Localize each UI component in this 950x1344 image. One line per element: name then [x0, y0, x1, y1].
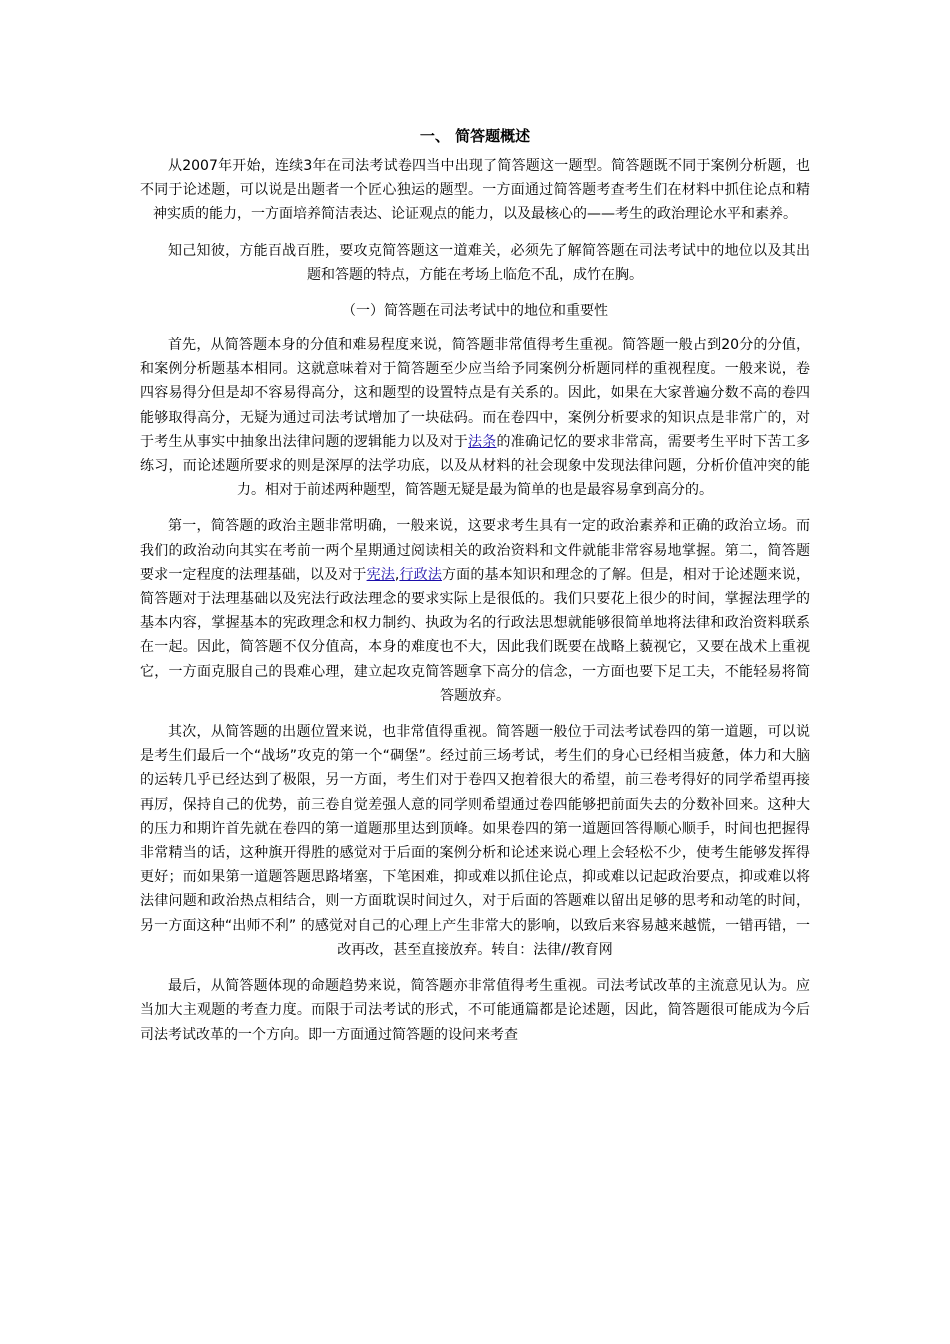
paragraph-text: 的准确记忆的要求非常高，需要考生平时下苦工多练习，而论述题所要求的则是深厚的法学功底，以及从材料的社会现象中发现法律问题，分析价值冲突的能力。相对于前述两种题型，简答题无疑是最为简单的也是最容易拿到高分的。 — [140, 433, 811, 499]
paragraph-text: 方面的基本知识和理念的了解。但是，相对于论述题来说，简答题对于法理基础以及宪法行政法理念的要求实际上是很低的。我们只要花上很少的时间，掌握法理学的基本内容，掌握基本的宪政理念和权力制约、执政为名的行政法思想就能够很简单地将法律和政治资料联系在一起。因此，简答题不仅分值高，本身的难度也不大，因此我们既要在战略上藐视它，又要在战术上重视它，一方面克服自己的畏难心理，建立起攻克简答题拿下高分的信念，一方面也要下足工夫，不能轻易将简答题放弃。 — [140, 566, 811, 704]
link-xingzhengfa[interactable]: 行政法 — [399, 566, 443, 583]
paragraph-score-importance — [140, 333, 810, 502]
link-fatiao[interactable]: 法条 — [468, 433, 497, 450]
paragraph-know-yourself: 知己知彼，方能百战百胜，要攻克简答题这一道难关，必须先了解简答题在司法考试中的地位以及其出题和答题的特点，方能在考场上临危不乱，成竹在胸。 — [168, 242, 810, 283]
link-separator: , — [394, 566, 400, 583]
paragraph-position: 其次，从简答题的出题位置来说，也非常值得重视。简答题一般位于司法考试卷四的第一道题，可以说是考生们最后一个“战场”攻克的第一个“碉堡”。经过前三场考试，考生们的身心已经相当疲惫，体力和大脑的运转几乎已经达到了极限，另一方面，考生们对于卷四又抱着很大的希望，前三卷考得好的同学希望再接再厉，保持自己的优势，前三卷自觉差强人意的同学则希望通过卷四能够把前面失去的分数补回来。这种大的压力和期许首先就在卷四的第一道题那里达到顶峰。如果卷四的第一道题回答得顺心顺手，时间也把握得非常精当的话，这种旗开得胜的感觉对于后面的案例分析和论述来说心理上会轻松不少，使考生能够发挥得更好；而如果第一道题答题思路堵塞，下笔困难，抑或难以抓住论点，抑或难以记起政治要点，抑或难以将法律问题和政治热点相结合，则一方面耽误时间过久，对于后面的答题难以留出足够的思考和动笔的时间，另一方面这种“出师不利” 的感觉对自己的心理上产生非常大的影响，以致后来容易越来越慌，一错再错，一改再改，甚至直接放弃。转自：法律//教育网 — [140, 724, 810, 958]
paragraph-political-theme — [140, 514, 810, 708]
paragraph-text: 第一，简答题的政治主题非常明确，一般来说，这要求考生具有一定的政治素养和正确的政治立场。而我们的政治动向其实在考前一两个星期通过阅读相关的政治资料和文件就能非常容易地掌握。第二，简答题要求一定程度的法理基础，以及对于 — [140, 518, 810, 583]
section-heading: 一、 简答题概述 — [419, 127, 531, 145]
link-xianfa[interactable]: 宪法 — [366, 566, 395, 583]
paragraph-text: 首先，从简答题本身的分值和难易程度来说，简答题非常值得考生重视。简答题一般占到20分的分值，和案例分析题基本相同。这就意味着对于简答题至少应当给予同案例分析题同样的重视程度。一般来说，卷四容易得分但是却不容易得高分，这和题型的设置特点是有关系的。因此，如果在大家普遍分数不高的卷四能够取得高分，无疑为通过司法考试增加了一块砝码。而在卷四中，案例分析要求的知识点是非常广的，对于考生从事实中抽象出法律问题的逻辑能力以及对于 — [140, 337, 810, 450]
paragraph-intro: 从2007年开始，连续3年在司法考试卷四当中出现了简答题这一题型。简答题既不同于案例分析题，也不同于论述题，可以说是出题者一个匠心独运的题型。一方面通过简答题考查考生们在材料中抓住论点和精神实质的能力，一方面培养简洁表达、论证观点的能力，以及最核心的——考生的政治理论水平和素养。 — [140, 158, 810, 223]
subsection-heading: （一）简答题在司法考试中的地位和重要性 — [342, 303, 608, 320]
paragraph-trend: 最后，从简答题体现的命题趋势来说，简答题亦非常值得考生重视。司法考试改革的主流意见认为。应当加大主观题的考查力度。而限于司法考试的形式，不可能通篇都是论述题，因此，简答题很可能成为今后司法考试改革的一个方向。即一方面通过简答题的设问来考查 — [140, 978, 810, 1043]
